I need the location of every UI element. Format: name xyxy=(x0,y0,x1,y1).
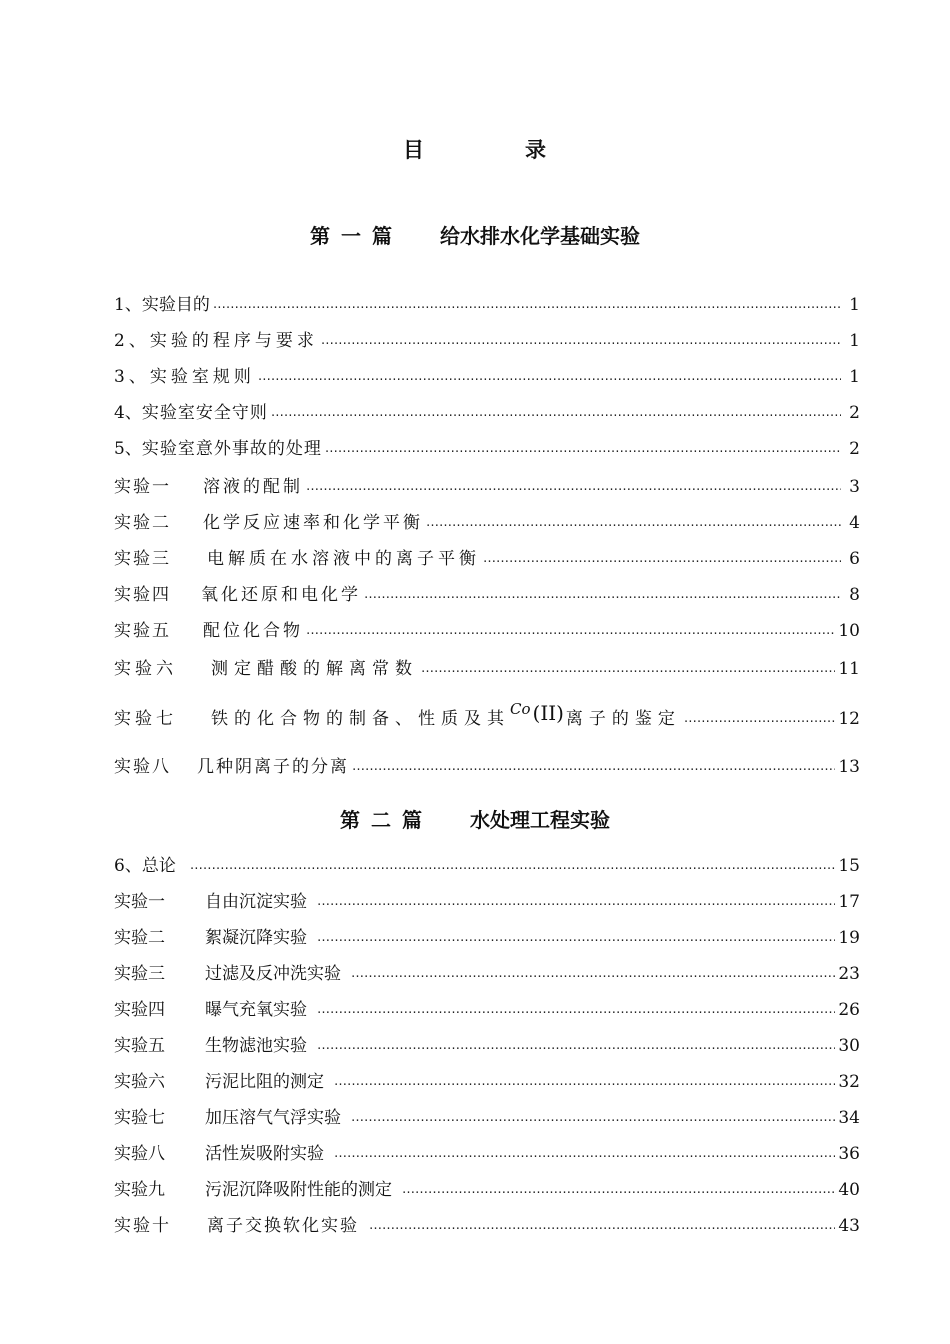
toc-entry[interactable]: 实验四 氧化还原和电化学 …………………………………………………………………………………………………………………………………………………………………………………………………………………… 8 xyxy=(114,582,860,606)
page-number: 3 xyxy=(849,477,860,497)
leader-dots xyxy=(321,336,841,348)
leader-dots xyxy=(317,933,835,945)
leader-dots xyxy=(402,1185,835,1197)
toc-entry[interactable]: 2、 实验的程序与要求 …………………………………………………………………………………………………………………………………………………………………………………………………………………… 1 xyxy=(114,328,860,352)
toc-entry[interactable]: 5、 实验室意外事故的处理 …………………………………………………………………………………………………………………………………………………………………………………………………………………… 2 xyxy=(114,436,860,460)
leader-dots xyxy=(351,1113,835,1125)
toc-entry[interactable]: 4、 实验室安全守则 …………………………………………………………………………………………………………………………………………………………………………………………………………………… 2 xyxy=(114,400,860,424)
toc-entry[interactable]: 实验九 污泥沉降吸附性能的测定 …………………………………………………………………………………………………………………………………………………………………………………………………………………… 40 xyxy=(114,1177,860,1201)
page-number: 19 xyxy=(838,928,860,948)
page-number: 36 xyxy=(838,1144,860,1164)
toc-entry[interactable]: 实验五 生物滤池实验 …………………………………………………………………………………………………………………………………………………………………………………………………………………… 30 xyxy=(114,1033,860,1057)
leader-dots xyxy=(334,1077,835,1089)
leader-dots xyxy=(317,1041,835,1053)
part1-name: 给水排水化学基础实验 xyxy=(439,224,640,248)
toc-entry[interactable]: 6、 总论 …………………………………………………………………………………………………………………………………………………………………………………………………………………… 15 xyxy=(114,853,860,877)
page-number: 4 xyxy=(849,513,860,533)
leader-dots xyxy=(306,482,841,494)
part2-heading xyxy=(0,804,950,833)
toc-entry[interactable]: 1、 实验目的 …………………………………………………………………………………………………………………………………………………………………………………………………………………… 1 xyxy=(114,292,860,316)
page-number: 1 xyxy=(849,367,860,387)
leader-dots xyxy=(364,590,841,602)
page-number: 6 xyxy=(849,549,860,569)
page-number: 30 xyxy=(838,1036,860,1056)
leader-dots xyxy=(306,626,835,638)
page-number: 40 xyxy=(838,1180,860,1200)
toc-entry[interactable]: 实验二 絮凝沉降实验 …………………………………………………………………………………………………………………………………………………………………………………………………………………… 19 xyxy=(114,925,860,949)
page-number: 34 xyxy=(838,1108,860,1128)
page-number: 12 xyxy=(838,709,860,729)
leader-dots xyxy=(317,897,835,909)
toc-entry[interactable]: 实验四 曝气充氧实验 …………………………………………………………………………………………………………………………………………………………………………………………………………………… 26 xyxy=(114,997,860,1021)
page-number: 15 xyxy=(838,856,860,876)
leader-dots xyxy=(352,762,835,774)
leader-dots xyxy=(351,969,835,981)
toc-entry[interactable]: 实验六 测定醋酸的解离常数 …………………………………………………………………………………………………………………………………………………………………………………………………………………… 11 xyxy=(114,656,860,680)
toc-entry[interactable]: 实验三 电解质在水溶液中的离子平衡 …………………………………………………………………………………………………………………………………………………………………………………………………………………… 6 xyxy=(114,546,860,570)
leader-dots xyxy=(369,1221,835,1233)
toc-entry[interactable]: 实验七 加压溶气气浮实验 …………………………………………………………………………………………………………………………………………………………………………………………………………………… 34 xyxy=(114,1105,860,1129)
leader-dots xyxy=(334,1149,835,1161)
toc-entry[interactable]: 实验七 铁的化合物的制备、性质及其 Co (II) 离子的鉴定 …………………………………………………………………………………………………………………………………………………………………………………………………………………… 12 xyxy=(114,706,860,730)
part2-label: 第 二 篇 xyxy=(340,808,424,832)
part1-heading xyxy=(0,220,950,249)
leader-dots xyxy=(426,518,841,530)
toc-entry[interactable]: 实验六 污泥比阻的测定 …………………………………………………………………………………………………………………………………………………………………………………………………………………… 32 xyxy=(114,1069,860,1093)
leader-dots xyxy=(483,554,841,566)
page-number: 23 xyxy=(838,964,860,984)
toc-entry[interactable]: 实验八 活性炭吸附实验 …………………………………………………………………………………………………………………………………………………………………………………………………………………… 36 xyxy=(114,1141,860,1165)
toc-entry[interactable]: 实验五 配位化合物 …………………………………………………………………………………………………………………………………………………………………………………………………………………… 10 xyxy=(114,618,860,642)
page-number: 10 xyxy=(838,621,860,641)
toc-entry[interactable]: 实验一 自由沉淀实验 …………………………………………………………………………………………………………………………………………………………………………………………………………………… 17 xyxy=(114,889,860,913)
title-char-left: 目 xyxy=(403,138,425,162)
toc-entry[interactable]: 实验三 过滤及反冲洗实验 …………………………………………………………………………………………………………………………………………………………………………………………………………………… 23 xyxy=(114,961,860,985)
page-number: 26 xyxy=(838,1000,860,1020)
page-number: 11 xyxy=(838,659,860,679)
page-number: 17 xyxy=(838,892,860,912)
part1-label: 第 一 篇 xyxy=(310,224,394,248)
oxidation-state: (II) xyxy=(532,701,564,725)
page-number: 2 xyxy=(849,403,860,423)
leader-dots xyxy=(317,1005,835,1017)
leader-dots xyxy=(684,714,835,726)
leader-dots xyxy=(213,300,841,312)
cobalt-symbol: Co xyxy=(510,700,531,718)
toc-entry[interactable]: 实验二 化学反应速率和化学平衡 …………………………………………………………………………………………………………………………………………………………………………………………………………………… 4 xyxy=(114,510,860,534)
leader-dots xyxy=(421,664,835,676)
leader-dots xyxy=(271,408,841,420)
title-char-right: 录 xyxy=(525,138,547,162)
page-number: 1 xyxy=(849,331,860,351)
page-number: 2 xyxy=(849,439,860,459)
leader-dots xyxy=(258,372,841,384)
page-number: 8 xyxy=(849,585,860,605)
toc-entry[interactable]: 实验一 溶液的配制 …………………………………………………………………………………………………………………………………………………………………………………………………………………… 3 xyxy=(114,474,860,498)
toc-entry[interactable]: 3、 实验室规则 …………………………………………………………………………………………………………………………………………………………………………………………………………………… 1 xyxy=(114,364,860,388)
toc-entry[interactable]: 实验十 离子交换软化实验 …………………………………………………………………………………………………………………………………………………………………………………………………………………… 43 xyxy=(114,1213,860,1237)
toc-entry[interactable]: 实验八 几种阴离子的分离 …………………………………………………………………………………………………………………………………………………………………………………………………………………… 13 xyxy=(114,754,860,778)
page-number: 43 xyxy=(838,1216,860,1236)
leader-dots xyxy=(190,861,836,873)
page-number: 1 xyxy=(849,295,860,315)
part2-name: 水处理工程实验 xyxy=(469,808,610,832)
leader-dots xyxy=(325,444,841,456)
page-title xyxy=(0,134,950,164)
page-number: 13 xyxy=(838,757,860,777)
page-number: 32 xyxy=(838,1072,860,1092)
